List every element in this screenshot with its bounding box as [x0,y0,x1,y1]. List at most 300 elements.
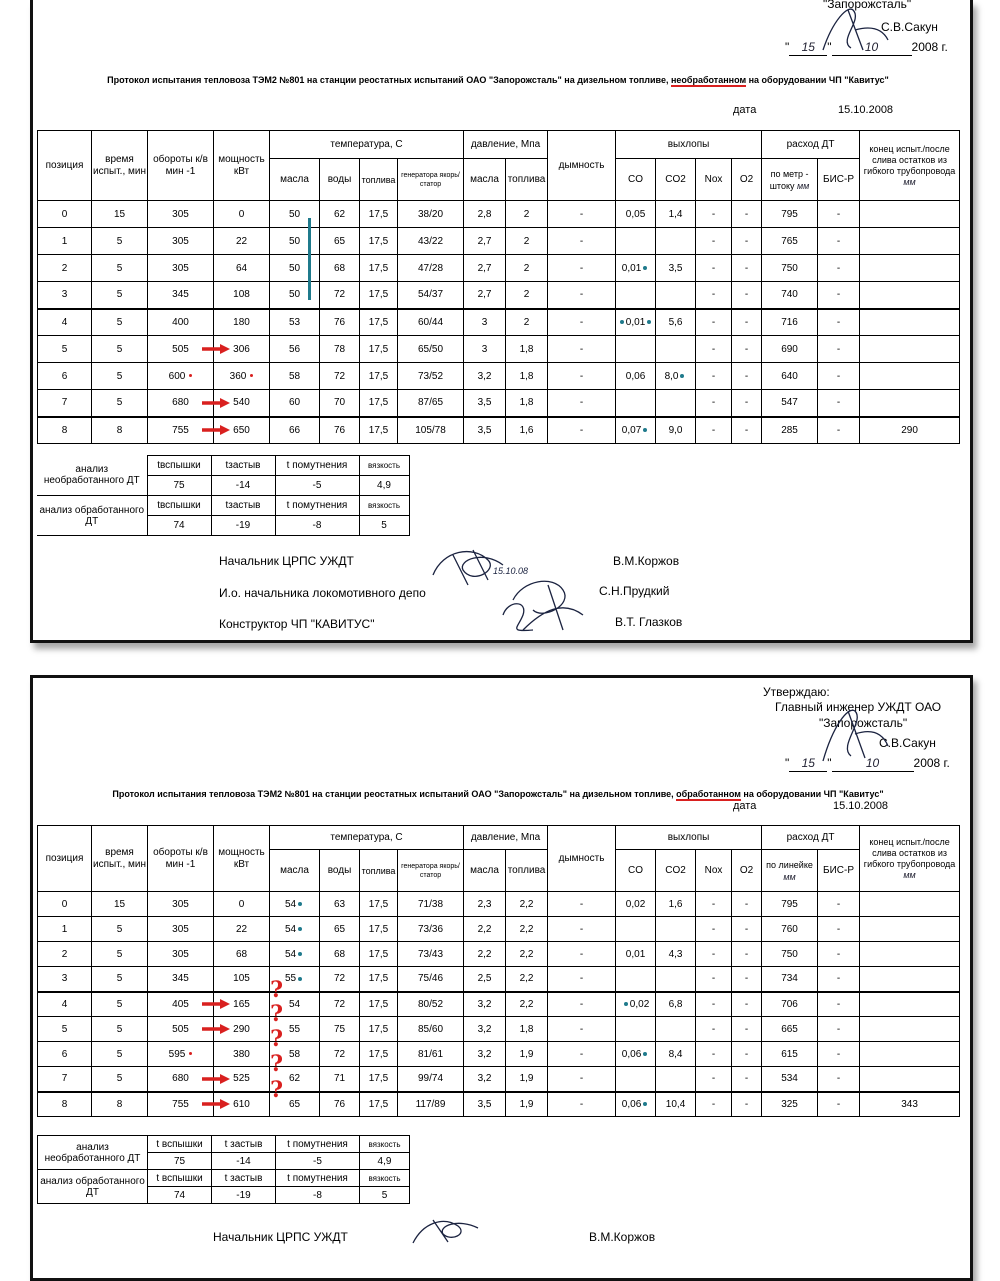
analysis-head-freeze: t застыв [212,1170,276,1187]
table-row [38,282,960,309]
table-cell: 0,01 [616,309,656,336]
hdr-smoke: дымность [548,826,616,892]
table-cell: 80/52 [398,992,464,1017]
table-cell [860,967,960,992]
table-cell: 76 [320,1092,360,1117]
table-cell: 0 [38,892,92,917]
table-cell: - [696,992,732,1017]
table-cell: - [696,1067,732,1092]
table-cell: - [548,228,616,255]
table-cell: 55 [270,967,320,992]
table-cell: 680 [148,1067,214,1092]
table-cell: 3,2 [464,1017,506,1042]
table-cell: 54 [270,942,320,967]
hdr-time: время испыт., мин [92,131,148,201]
teal-dot-mark [298,952,302,956]
teal-dot-mark [680,374,684,378]
red-arrow-mark [202,1098,232,1110]
protocol-title: Протокол испытания тепловоза ТЭМ2 №801 на станции реостатных испытаний ОАО "Запорожсталь" на дизельном топливе, обработанном на оборудовании ЧП "Кавитус" [112,789,884,799]
table-cell: 8,4 [656,1042,696,1067]
table-cell: 5,6 [656,309,696,336]
table-cell: 1,6 [656,892,696,917]
hdr-meter: по линейке мм [762,850,818,892]
table-cell: 0 [214,892,270,917]
table-cell: 610 ? [214,1092,270,1117]
table-cell: 1,8 [506,336,548,363]
table-cell: 305 [148,201,214,228]
table-cell: 0,06 [616,1042,656,1067]
table-cell: 665 [762,1017,818,1042]
table-cell: 76 [320,309,360,336]
table-cell: 72 [320,992,360,1017]
table-cell: - [548,201,616,228]
approval-signature [793,0,893,55]
hdr-temp-generator: генератора якорь/статор [398,159,464,201]
analysis-table-2 [37,1135,410,1204]
table-cell: 7 [38,1067,92,1092]
table-cell: 0,06 [616,363,656,390]
table-cell: 66 [270,417,320,444]
table-cell: 405 [148,992,214,1017]
table-cell: 4 [38,992,92,1017]
hdr-temp-water: воды [320,850,360,892]
approval-org: "Запорожсталь" [823,0,912,11]
table-cell [860,917,960,942]
analysis-cell: 4,9 [359,476,409,496]
table-cell: 1,9 [506,1092,548,1117]
table-row [38,1067,960,1092]
hdr-temp-oil: масла [270,850,320,892]
table-cell: 85/60 [398,1017,464,1042]
teal-dot-mark [643,1052,647,1056]
table-cell: 47/28 [398,255,464,282]
table-cell: 7 [38,390,92,417]
table-cell: 72 [320,1042,360,1067]
table-cell: - [818,336,860,363]
table-cell: 290 [860,417,960,444]
table-cell: 73/36 [398,917,464,942]
test-table-untreated [37,130,960,444]
teal-dot-mark [643,1102,647,1106]
table-cell: 9,0 [656,417,696,444]
hdr-power: мощность кВт [214,131,270,201]
table-cell: 400 [148,309,214,336]
table-cell: 525 ? [214,1067,270,1092]
table-cell: - [696,228,732,255]
table-cell: 165 ? [214,992,270,1017]
sig-name-3: В.Т. Глазков [615,615,683,629]
table-cell: - [818,282,860,309]
table-cell: 2 [38,942,92,967]
table-cell [860,1067,960,1092]
table-cell: 17,5 [360,201,398,228]
analysis-cell: 75 [147,476,211,496]
date-label: дата [733,800,757,812]
red-arrow-mark [202,397,232,409]
table-row [38,417,960,444]
protocol-title: Протокол испытания тепловоза ТЭМ2 №801 на станции реостатных испытаний ОАО "Запорожсталь" на дизельном топливе, необработанном на оборудовании ЧП "Кавитус" [107,75,889,85]
table-cell: - [732,390,762,417]
table-cell [860,363,960,390]
table-cell: - [732,309,762,336]
sig-name-1: В.М.Коржов [589,1230,656,1244]
red-arrow-mark [202,424,232,436]
hdr-nox: Nox [696,159,732,201]
table-cell: 3,2 [464,363,506,390]
table-cell: 8 [38,1092,92,1117]
table-cell: 8 [38,417,92,444]
table-row [38,336,960,363]
table-row [38,967,960,992]
hdr-end: конец испыт./после слива остатков из гибкого трубопровода мм [860,826,960,892]
table-cell: - [696,1017,732,1042]
table-cell: 58 [270,1042,320,1067]
table-cell: - [548,363,616,390]
table-cell: - [818,417,860,444]
table-cell: 1,8 [506,1017,548,1042]
analysis-cell: -14 [212,1153,276,1170]
hdr-nox: Nox [696,850,732,892]
table-cell: 755 [148,1092,214,1117]
table-cell: 2,2 [506,992,548,1017]
table-cell: 17,5 [360,892,398,917]
table-cell: 17,5 [360,967,398,992]
hdr-temp-oil: масла [270,159,320,201]
table-cell: 60 [270,390,320,417]
table-cell: - [818,992,860,1017]
table-cell: 5 [92,967,148,992]
table-cell: 2,5 [464,967,506,992]
table-cell: 795 [762,201,818,228]
table-cell: 3,5 [656,255,696,282]
table-cell: 17,5 [360,942,398,967]
table-cell: 6 [38,1042,92,1067]
table-cell: 81/61 [398,1042,464,1067]
analysis-head-viscosity: вязкость [360,1136,410,1153]
analysis-raw-label: анализ необработанного ДТ [37,456,147,496]
hdr-pressure: давление, Мпа [464,826,548,850]
table-cell: 2,2 [506,942,548,967]
date-value: 15.10.2008 [833,800,889,812]
table-cell: - [696,1092,732,1117]
hdr-bis: БИС-Р [818,850,860,892]
date-label: дата [733,104,757,116]
table-cell: 734 [762,967,818,992]
table-cell: - [818,390,860,417]
table-cell: 2 [506,282,548,309]
red-arrow-mark [202,343,232,355]
table-cell: 706 [762,992,818,1017]
table-cell: 6,8 [656,992,696,1017]
table-cell: 17,5 [360,917,398,942]
table-cell: 0 [214,201,270,228]
table-cell: 17,5 [360,363,398,390]
hdr-pressure: давление, Мпа [464,131,548,159]
hdr-temp-fuel: топлива [360,159,398,201]
table-cell: - [696,201,732,228]
sig-role-1: Начальник ЦРПС УЖДТ [213,1230,348,1244]
table-cell: 2,2 [506,917,548,942]
teal-dot-mark [298,927,302,931]
table-cell: 2,2 [464,942,506,967]
hdr-bis: БИС-Р [818,159,860,201]
table-row [38,942,960,967]
hdr-temp-generator: генератора якорь/статор [398,850,464,892]
table-cell: 75/46 [398,967,464,992]
analysis-cell: -19 [212,1187,276,1204]
table-cell: - [818,255,860,282]
hdr-consumption: расход ДТ [762,131,860,159]
hdr-rpm: обороты к/в мин -1 [148,131,214,201]
teal-dot-mark [647,320,651,324]
table-cell [616,390,656,417]
sig-role-3: Конструктор ЧП "КАВИТУС" [219,617,375,631]
approval-date: " 15 " 10 2008 г. [785,40,948,54]
table-cell [860,282,960,309]
table-cell: 68 [320,255,360,282]
analysis-head-flash: tвспышки [147,496,211,516]
table-cell: - [696,255,732,282]
table-cell: 1 [38,917,92,942]
table-cell: 360 [214,363,270,390]
table-cell: - [732,942,762,967]
analysis-head-viscosity: вязкость [359,456,409,476]
table-cell: 4,3 [656,942,696,967]
table-cell: 2,3 [464,892,506,917]
teal-dot-mark [298,977,302,981]
table-cell: - [548,255,616,282]
table-cell: 3,2 [464,1042,506,1067]
table-cell: 5 [38,1017,92,1042]
teal-dot-mark [298,902,302,906]
table-cell [860,1017,960,1042]
table-row [38,892,960,917]
table-cell: 285 [762,417,818,444]
table-cell: 740 [762,282,818,309]
table-cell: 5 [92,282,148,309]
table-cell: 305 [148,228,214,255]
table-cell: 72 [320,967,360,992]
table-cell: 1 [38,228,92,255]
teal-marker-line [308,218,311,300]
table-cell: 70 [320,390,360,417]
table-cell: 755 [148,417,214,444]
red-question-mark: ? [270,1001,283,1027]
table-cell: 0,01 [616,942,656,967]
hdr-temp-fuel: топлива [360,850,398,892]
hdr-co: CO [616,159,656,201]
hdr-co2: CO2 [656,159,696,201]
table-cell: 68 [320,942,360,967]
hdr-position: позиция [38,826,92,892]
table-cell: 2 [506,309,548,336]
table-cell: - [818,1042,860,1067]
table-cell [616,336,656,363]
table-cell: 2 [506,228,548,255]
table-cell [860,255,960,282]
table-cell: 54 [270,917,320,942]
table-cell [656,228,696,255]
table-cell: 180 [214,309,270,336]
table-cell: 2 [38,255,92,282]
table-cell: 1,8 [506,390,548,417]
analysis-cell: -5 [276,1153,360,1170]
table-cell: 17,5 [360,1092,398,1117]
approval-line2: Главный инженер УЖДТ ОАО [775,700,942,714]
table-cell: 5 [92,992,148,1017]
table-cell [860,336,960,363]
table-cell: 343 [860,1092,960,1117]
analysis-head-flash: t вспышки [148,1170,212,1187]
analysis-cell: -8 [275,516,359,536]
analysis-cell: -19 [211,516,275,536]
approval-signature [793,696,893,766]
table-cell: 50 [270,228,320,255]
table-cell [656,967,696,992]
protocol-sheet-untreated [30,0,973,643]
table-cell: 50 [270,201,320,228]
table-cell: 65 [320,917,360,942]
table-cell: 3 [464,336,506,363]
table-row [38,255,960,282]
table-cell: 505 [148,336,214,363]
table-cell: 17,5 [360,282,398,309]
teal-dot-mark [643,428,647,432]
table-cell: - [548,282,616,309]
table-cell: - [818,1092,860,1117]
table-cell: - [696,967,732,992]
table-cell: 108 [214,282,270,309]
table-cell: 2 [506,201,548,228]
table-cell: 8 [92,417,148,444]
highlight-untreated: необработанном [670,75,747,85]
table-cell: 17,5 [360,255,398,282]
table-cell [860,992,960,1017]
table-cell: 3,5 [464,417,506,444]
table-cell: 2,8 [464,201,506,228]
table-cell: - [548,942,616,967]
approval-person: С.В.Сакун [881,20,938,34]
table-cell: 5 [92,942,148,967]
table-cell: 595 [148,1042,214,1067]
table-cell: 17,5 [360,336,398,363]
table-cell: 3 [464,309,506,336]
table-cell: - [548,1067,616,1092]
table-cell: 54/37 [398,282,464,309]
table-cell: 345 [148,967,214,992]
table-cell: 17,5 [360,228,398,255]
table-cell: - [818,892,860,917]
table-cell [616,967,656,992]
table-cell: - [818,363,860,390]
table-cell: - [548,917,616,942]
hdr-co2: CO2 [656,850,696,892]
table-cell: 22 [214,917,270,942]
hdr-position: позиция [38,131,92,201]
table-cell: 50 [270,282,320,309]
hdr-press-oil: масла [464,850,506,892]
table-cell: 325 [762,1092,818,1117]
table-cell: 105 [214,967,270,992]
table-cell: 1,9 [506,1067,548,1092]
table-cell: 54 [270,892,320,917]
red-dot-mark [189,1052,192,1055]
table-cell: 72 [320,282,360,309]
table-cell [656,917,696,942]
table-cell: 6 [38,363,92,390]
table-cell [860,228,960,255]
table-cell: - [732,417,762,444]
hdr-time: время испыт., мин [92,826,148,892]
table-cell: 73/52 [398,363,464,390]
table-cell: - [732,1067,762,1092]
hdr-consumption: расход ДТ [762,826,860,850]
table-cell: - [548,967,616,992]
table-cell: 5 [92,336,148,363]
table-cell [616,1067,656,1092]
analysis-cell: 74 [147,516,211,536]
table-cell: - [732,1092,762,1117]
table-cell: - [696,942,732,967]
table-cell: 17,5 [360,417,398,444]
teal-dot-mark [643,266,647,270]
table-cell [656,336,696,363]
table-cell: 305 [148,917,214,942]
table-cell: - [548,417,616,444]
table-cell: - [696,1042,732,1067]
table-cell: - [548,309,616,336]
table-cell: 2,7 [464,228,506,255]
table-cell: - [732,363,762,390]
analysis-treated-label: анализ обработанного ДТ [38,1170,148,1204]
analysis-head-cloud: t помутнения [276,1170,360,1187]
table-cell: 22 [214,228,270,255]
table-cell: 71/38 [398,892,464,917]
table-cell: - [696,336,732,363]
table-cell: 60/44 [398,309,464,336]
table-cell [860,390,960,417]
table-cell: 5 [92,255,148,282]
table-row [38,309,960,336]
table-cell: 65 [320,228,360,255]
table-cell: 8,0 [656,363,696,390]
red-arrow-mark [202,1023,232,1035]
table-row [38,917,960,942]
table-cell [860,942,960,967]
hdr-exhaust: выхлопы [616,826,762,850]
sig-role-2: И.о. начальника локомотивного депо [219,586,426,600]
hdr-press-fuel: топлива [506,850,548,892]
table-cell: 43/22 [398,228,464,255]
hdr-temperature: температура, С [270,131,464,159]
table-cell: - [548,992,616,1017]
table-cell [656,1017,696,1042]
table-cell: 1,9 [506,1042,548,1067]
table-cell: 2,2 [464,917,506,942]
table-cell [616,228,656,255]
table-cell: - [696,917,732,942]
table-cell: - [732,1042,762,1067]
table-cell: 3,2 [464,1067,506,1092]
table-cell: 72 [320,363,360,390]
table-cell: 62 [270,1067,320,1092]
table-body-treated [38,892,960,1117]
red-dot-mark [189,374,192,377]
table-cell: 62 [320,201,360,228]
analysis-head-viscosity: вязкость [359,496,409,516]
table-body-untreated [38,201,960,444]
table-cell: - [696,309,732,336]
